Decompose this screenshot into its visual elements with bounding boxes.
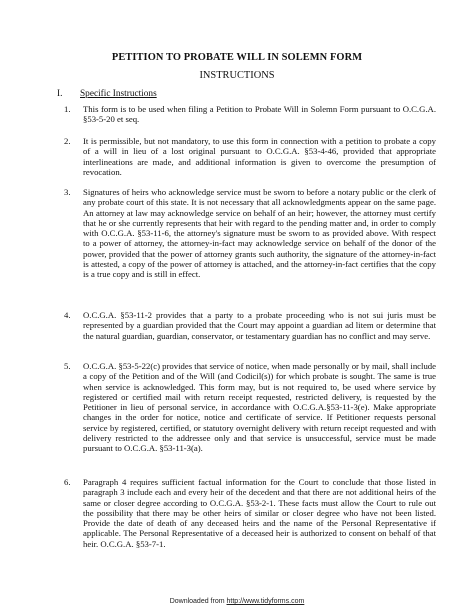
instruction-item-4 <box>64 310 436 341</box>
item-number: 3. <box>64 187 71 197</box>
section-heading <box>57 89 157 99</box>
item-number: 5. <box>64 361 71 371</box>
instruction-item-6 <box>64 477 436 549</box>
footer-link[interactable]: http://www.tidyforms.com <box>226 598 305 605</box>
download-footer <box>0 598 474 605</box>
footer-prefix: Downloaded from <box>169 598 225 605</box>
section-title: Specific Instructions <box>80 89 157 99</box>
item-text: Paragraph 4 requires sufficient factual information for the Court to conclude that those listed in paragraph 3 include each and every heir of the decedent and that there are not additional heirs of the same or closer degree according to O.C.G.A. §53-2-1. These facts must allow the Court to rule out the possibility that there may be other heirs of similar or closer degree who have not been listed. Provide the date of death of any deceased heirs and the name of the Personal Representative if applicable. The Personal Representative of a deceased heir is authorized to consent on behalf of that heir. O.C.G.A. §53-7-1. <box>83 477 436 549</box>
item-number: 1. <box>64 104 71 114</box>
item-number: 2. <box>64 136 71 146</box>
item-text: O.C.G.A. §53-11-2 provides that a party to a probate proceeding who is not sui juris must be represented by a guardian provided that the Court may appoint a guardian ad litem or determine that the natural guardian, guardian, conservator, or testamentary guardian has no conflict and may serve. <box>83 310 436 341</box>
item-text: Signatures of heirs who acknowledge service must be sworn to before a notary public or the clerk of any probate court of this state. It is not necessary that all acknowledgments appear on the same page. An attorney at law may acknowledge service on behalf of an heir; however, the attorney must certify that he or she currently represents that heir with regard to the pending matter and, in order to comply with O.C.G.A. §53-11-6, the attorney's signature must be sworn to as provided above. With respect to a power of attorney, the attorney-in-fact may acknowledge service on behalf of the donor of the power, provided that the power of attorney grants such authority, the signature of the attorney-in-fact is attested, a copy of the power of attorney is attached, and the attorney-in-fact certifies that the copy is a true copy and is still in effect. <box>83 187 436 280</box>
instruction-item-5 <box>64 361 436 454</box>
document-subtitle: INSTRUCTIONS <box>199 70 275 81</box>
section-number: I. <box>57 89 63 99</box>
item-text: It is permissible, but not mandatory, to use this form in connection with a petition to probate a copy of a will in lieu of a lost original pursuant to O.C.G.A. §53-4-46, provided that appropriate interlineations are made, and additional information is given to overcome the presumption of revocation. <box>83 136 436 177</box>
instruction-item-3 <box>64 187 436 280</box>
instruction-item-2 <box>64 136 436 177</box>
item-number: 4. <box>64 310 71 320</box>
document-title: PETITION TO PROBATE WILL IN SOLEMN FORM <box>111 52 363 63</box>
item-number: 6. <box>64 477 71 487</box>
instruction-item-1 <box>64 104 436 125</box>
item-text: This form is to be used when filing a Petition to Probate Will in Solemn Form pursuant to O.C.G.A. §53-5-20 et seq. <box>83 104 436 125</box>
item-text: O.C.G.A. §53-5-22(c) provides that service of notice, when made personally or by mail, shall include a copy of the Petition and of the Will (and Codicil(s)) for which probate is sought. The same is true when service is acknowledged. This form may, but is not required to, be used where service by registered or certified mail with return receipt requested, restricted delivery, is requested by the Petitioner in lieu of personal service, in accordance with O.C.G.A.§53-11-3(e). Make appropriate changes in the order for notice, notice and certificate of service. If Petitioner requests personal service by registered, certified, or statutory overnight delivery with return receipt requested and with delivery restricted to the addressee only and that service is unsuccessful, service must be made pursuant to O.C.G.A. §53-11-3(a). <box>83 361 436 454</box>
